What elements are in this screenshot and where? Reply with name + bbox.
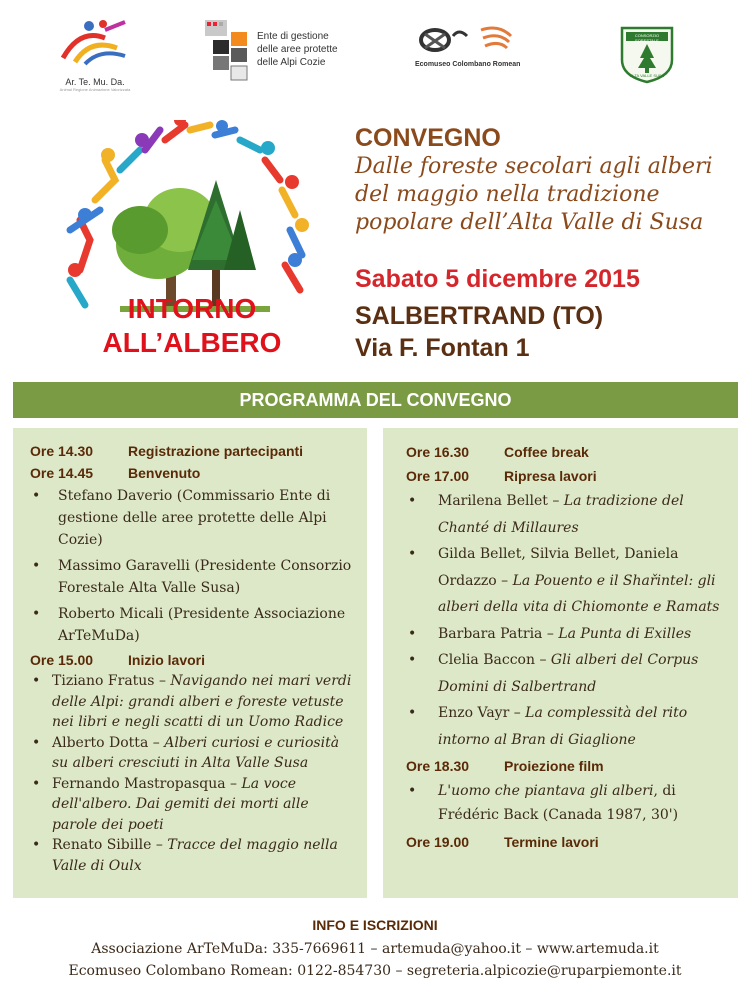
talk-item: • Clelia Baccon – Gli alberi del Corpus Domini di Salbertrand [408, 652, 699, 695]
talk-speaker: Gilda Bellet, Silvia Bellet, Daniela Ordazzo [438, 546, 679, 589]
artemuda-logo [55, 18, 135, 92]
place-line-2: Via F. Fontan 1 [355, 334, 530, 362]
dancers-logo-icon [55, 18, 135, 70]
session-label: Benvenuto [128, 465, 201, 481]
talk-title: La tradizione del Chanté di Millaures [438, 493, 684, 536]
speaker-item: • Massimo Garavelli (Presidente Consorzio Forestale Alta Valle Susa) [32, 558, 352, 596]
talk-item: • Tiziano Fratus – Navigando nei mari verdi delle Alpi: grandi alberi e foreste vetuste nei libri e negli scatti di un Uomo Radice [32, 673, 352, 730]
session-label: Proiezione film [504, 758, 604, 774]
session-time: Ore 16.30 [406, 444, 470, 460]
session-time: Ore 17.00 [406, 468, 470, 484]
talk-separator: – [148, 734, 165, 751]
session-label: Inizio lavori [128, 652, 206, 668]
convegno-subtitle [355, 153, 735, 237]
convegno-title: CONVEGNO [355, 124, 501, 152]
film-details: , di Frédéric Back (Canada 1987, 30') [438, 783, 679, 823]
info-heading: INFO E ISCRIZIONI [312, 917, 438, 933]
session-start [30, 649, 352, 671]
talk-title: Tracce del maggio nella Valle di Oulx [52, 837, 338, 874]
consorzio-logo-name: CONSORZIO FORESTALE [634, 33, 660, 43]
talk-separator: – [225, 775, 242, 792]
talk-separator: – [542, 625, 559, 642]
intorno-title [97, 292, 287, 360]
film-title: L'uomo che piantava gli alberi [438, 783, 654, 799]
subtitle-line-1: Dalle foreste secolari agli alberi [355, 154, 713, 179]
session-time: Ore 19.00 [406, 834, 470, 850]
talk-separator: – [151, 837, 168, 853]
consorzio-logo-sub: ALTA VALLE SUSA [629, 73, 665, 78]
session-label: Ripresa lavori [504, 468, 597, 484]
talk-title: La voce dell'albero. Dai gemiti dei morti alle parole dei poeti [52, 775, 309, 833]
left-program-content [30, 440, 352, 876]
talk-speaker: Alberto Dotta [52, 734, 149, 751]
talk-title: Alberi curiosi e curiosità su alberi cresciuti in Alta Valle Susa [52, 734, 340, 771]
consorzio-logo [616, 22, 678, 89]
speaker-item: • Stefano Daverio (Commissario Ente di gestione delle aree protette delle Alpi Cozie) [32, 488, 331, 548]
ecomuseo-logo [415, 22, 535, 74]
talk-speaker: Renato Sibille [52, 837, 152, 853]
right-program-content [406, 440, 724, 857]
talk-speaker: Marilena Bellet [438, 493, 548, 509]
session-label: Registrazione partecipanti [128, 443, 304, 459]
session-welcome [30, 462, 352, 484]
talk-speaker: Barbara Patria [438, 625, 543, 642]
talk-separator: – [154, 673, 171, 689]
talk-title: La Pouento e il Shařintel: gli alberi della vita di Chiomonte e Ramats [438, 572, 720, 615]
session-label: Coffee break [504, 444, 589, 460]
talk-item: • Enzo Vayr – La complessità del rito intorno al Bran di Giaglione [408, 705, 688, 748]
session-label: Termine lavori [504, 834, 599, 850]
contact-artemuda: Associazione ArTeMuDa: 335-7669611 – artemuda@yahoo.it – www.artemuda.it [91, 941, 659, 957]
talk-item: • Barbara Patria – La Punta di Exilles [408, 625, 692, 642]
speaker-text: Roberto Micali (Presidente Associazione ArTeMuDa) [58, 606, 346, 644]
session-time: Ore 18.30 [406, 758, 470, 774]
talk-item: • Gilda Bellet, Silvia Bellet, Daniela Ordazzo – La Pouento e il Shařintel: gli alberi della vita di Chiomonte e Ramats [408, 546, 720, 615]
session-time: Ore 15.00 [30, 652, 94, 668]
intorno-line-2: ALL’ALBERO [102, 327, 282, 358]
ente-logo [205, 20, 365, 86]
ecomuseo-emblem-icon [415, 22, 525, 56]
ente-line-1: Ente di gestione [257, 31, 329, 42]
subtitle-line-3: popolare dell’Alta Valle di Susa [355, 210, 704, 235]
talk-item: • Alberto Dotta – Alberi curiosi e curiosità su alberi cresciuti in Alta Valle Susa [32, 734, 340, 771]
session-film [406, 753, 724, 779]
speaker-text: Stefano Daverio (Commissario Ente di gestione delle aree protette delle Alpi Cozie) [58, 488, 331, 548]
ente-line-2: delle aree protette [257, 44, 338, 55]
talk-separator: – [535, 652, 551, 668]
dancers-ring-icon [40, 120, 340, 320]
session-time: Ore 14.45 [30, 465, 94, 481]
talk-speaker: Enzo Vayr [438, 705, 510, 721]
talk-speaker: Tiziano Fratus [52, 673, 155, 689]
speaker-text: Massimo Garavelli (Presidente Consorzio Forestale Alta Valle Susa) [58, 558, 352, 596]
event-place [355, 300, 603, 364]
subtitle-line-2: del maggio nella tradizione [355, 182, 660, 207]
speaker-item: • Roberto Micali (Presidente Associazione ArTeMuDa) [32, 606, 346, 644]
talk-item: • Fernando Mastropasqua – La voce dell'albero. Dai gemiti dei morti alle parole dei poeti [32, 775, 309, 833]
talk-title: Navigando nei mari verdi delle Alpi: grandi alberi e foreste vetuste nei libri e negli scatti di un Uomo Radice [52, 673, 352, 730]
session-coffee [406, 440, 724, 464]
talk-speaker: Clelia Baccon [438, 652, 535, 668]
talk-title: La Punta di Exilles [558, 625, 692, 642]
ente-line-3: delle Alpi Cozie [257, 57, 326, 68]
contact-ecomuseo: Ecomuseo Colombano Romean: 0122-854730 – segreteria.alpicozie@ruparpiemonte.it [68, 963, 682, 979]
talk-item: • Renato Sibille – Tracce del maggio nella Valle di Oulx [32, 837, 338, 874]
program-header: PROGRAMMA DEL CONVEGNO [13, 382, 738, 418]
artemuda-logo-name: Ar. Te. Mu. Da. [65, 77, 125, 87]
talk-title: La complessità del rito intorno al Bran di Giaglione [438, 705, 688, 748]
ecomuseo-logo-name: Ecomuseo Colombano Romean [415, 61, 521, 68]
film-item: • L'uomo che piantava gli alberi, di Frédéric Back (Canada 1987, 30') [408, 783, 679, 823]
talk-separator: – [496, 572, 513, 589]
talk-item: • Marilena Bellet – La tradizione del Chanté di Millaures [408, 493, 684, 536]
intorno-line-1: INTORNO [127, 293, 257, 324]
session-time: Ore 14.30 [30, 443, 94, 459]
session-registration [30, 440, 352, 462]
session-resume [406, 464, 724, 488]
event-date: Sabato 5 dicembre 2015 [355, 265, 640, 293]
talk-title: Gli alberi del Corpus Domini di Salbertrand [438, 652, 699, 695]
talk-separator: – [509, 705, 526, 721]
artemuda-logo-sub: Animal Regione Animazione Valorizzata [59, 87, 131, 92]
talk-separator: – [547, 493, 564, 509]
place-line-1: SALBERTRAND (TO) [355, 302, 604, 330]
session-end [406, 827, 724, 857]
talk-speaker: Fernando Mastropasqua [52, 775, 226, 792]
ente-icons-grid-icon [205, 20, 253, 86]
